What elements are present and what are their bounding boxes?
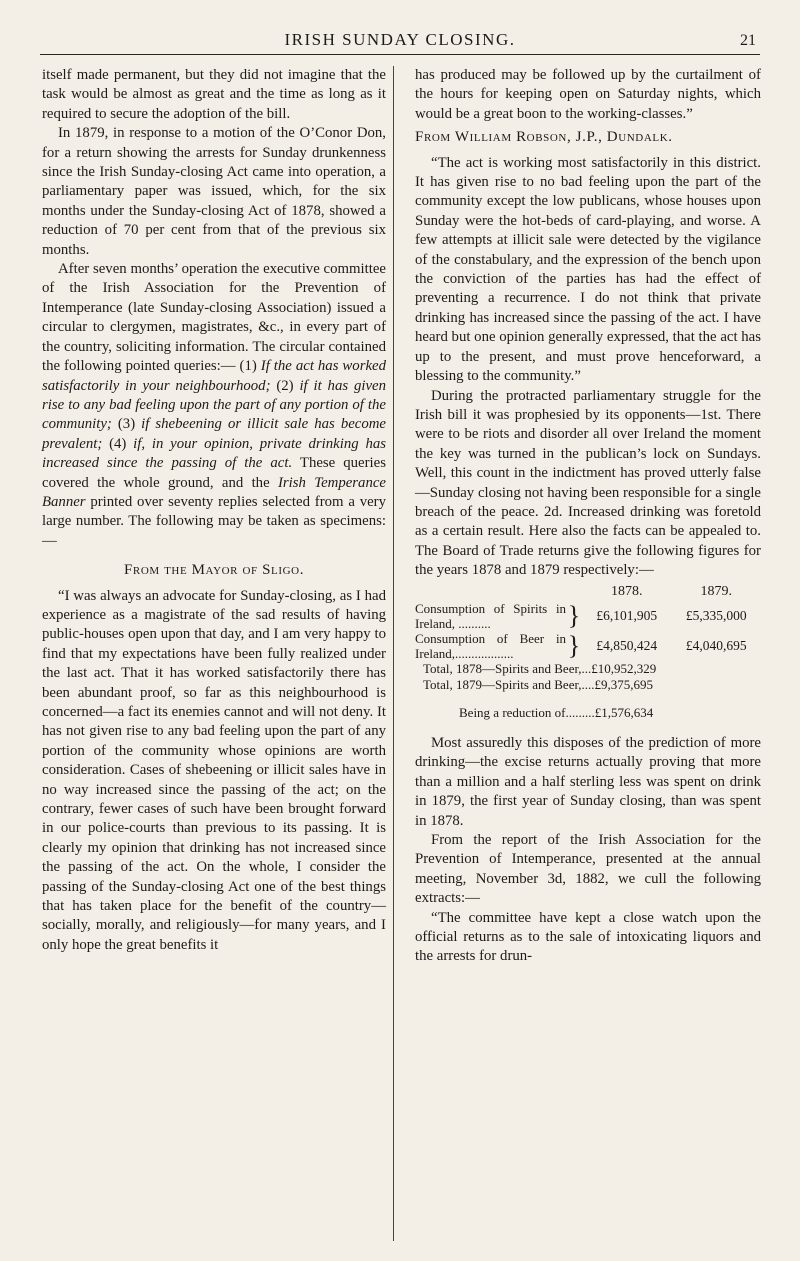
column-divider [393,66,394,1241]
right-column [415,66,761,967]
query-4: if, in your opinion, private drinking has increased since the passing of the act. [42,435,386,472]
text-run: These queries covered the whole ground, and the [42,455,386,491]
publication-title: Irish Temperance Banner [42,474,386,510]
table-row [415,631,761,661]
section-heading: From William Robson, J.P., Dundalk. [415,129,673,146]
total-line: Total, 1878—Spirits and Beer,...£10,952,329 [423,660,657,676]
query-2: if it has given rise to any bad feeling upon the part of any portion of the community; [42,377,386,433]
year-header: 1879. [700,583,732,599]
page-header [40,28,760,55]
brace-icon: } [567,600,581,630]
paragraph: has produced may be followed up by the curtailment of the hours for keeping open on Saturday nights, which would be a great boon to the working-classes.” [415,67,761,122]
table-row [415,601,761,631]
reduction-line: Being a reduction of.........£1,576,634 [459,704,654,720]
value-cell: £4,040,695 [685,638,747,654]
table-corner [566,583,582,601]
paragraph: In 1879, in response to a motion of the O’Conor Don, for a return showing the arrests for Sunday drunkenness since the Irish Sunday-closing Act came into operation, a parliamentary paper was issued, which, for the six months under the Sunday-closing Act of 1878, showed a reduction of 70 per cent from that of the previous six months. [42,125,386,258]
consumption-table [415,583,761,661]
quote-paragraph: “The committee have kept a close watch upon the official returns as to the sale of intoxicating liquors and the arrests for drun- [415,909,761,965]
left-column [42,66,386,955]
value-cell: £5,335,000 [685,608,747,624]
text-run: (2) [270,377,300,394]
text-run: (3) [111,416,142,433]
page-number: 21 [740,32,756,49]
circular-paragraph [42,260,386,551]
text-run: After seven months’ operation the executive committee of the Irish Association for the Prevention of Intemperance (late Sunday-closing Association) issued a circular to clergymen, magistrates, &c., in every part of the country, soliciting information. The circular contained the following pointed queries:— (1) [42,261,386,375]
text-run: printed over seventy replies selected from a very large number. The following may be taken as specimens:— [42,493,386,549]
brace-icon: } [567,630,581,660]
paragraph: Most assuredly this disposes of the prediction of more drinking—the excise returns actually proving that more than a million and a half sterling less was spent on drink in 1879, the first year of Sunday closing, than was spent in 1878. [415,734,761,829]
total-line: Total, 1879—Spirits and Beer,....£9,375,695 [423,676,654,692]
value-cell: £6,101,905 [596,608,658,624]
value-cell: £4,850,424 [596,638,658,654]
query-3: if shebeening or illicit sale has become prevalent; [42,416,387,452]
text-run: (4) [102,435,134,452]
paragraph: From the report of the Irish Association for the Prevention of Intemperance, presented at the annual meeting, November 3d, 1882, we cull the following extracts:— [415,832,761,907]
table-corner [415,583,566,601]
running-head: IRISH SUNDAY CLOSING. [284,30,516,49]
section-heading: From the Mayor of Sligo. [123,562,305,579]
row-label: Consumption of Spirits in Ireland, .......... [415,600,567,631]
table-header-row [415,583,761,601]
paragraph: itself made permanent, but they did not imagine that the task would be almost as great and the time as long as it required to secure the adoption of the bill. [42,67,386,122]
year-header: 1878. [610,583,643,599]
row-label: Consumption of Beer in Ireland,.................. [415,630,567,661]
quote-paragraph: “The act is working most satisfactorily in this district. It has given rise to no bad feeling upon the part of the community except the low publicans, whose houses upon Sunday were the hot-beds of card-playing, and worse. A few attempts at illicit sale were detected by the vigilance of the constabulary, and the expression of the bench upon the conviction of the parties has had the effect of preventing a recurrence. I do not think that private drinking has increased since the passing of the act. I have heard but one opinion generally expressed, that the act has up to the present, and must prove henceforward, a blessing to the community.” [415,154,761,385]
quote-paragraph: “I was always an advocate for Sunday-closing, as I had experience as a magistrate of the sad results of having public-houses open upon that day, and I am very happy to find that my expectations have been fully realized under the last act. That it has worked satisfactorily there has been abundant proof, so far as this neighbourhood is concerned—a fact its enemies cannot and will not deny. It has not given rise to any bad feeling upon the part of any portion of the community whose opinions are worth consideration. Cases of shebeening or illicit sales have in no way increased since the passing of the act; on the contrary, fewer cases of such have been brought forward in our police-courts than previous to its passing. It is clearly my opinion that drinking has not increased since the passing of the act. On the whole, I consider the passing of the Sunday-closing Act one of the best things that has taken place for the benefit of the country—socially, morally, and religiously—for many years, and I only hope the great benefits it [42,587,386,953]
paragraph: During the protracted parliamentary struggle for the Irish bill it was prophesied by its opponents—1st. There were to be riots and disorder all over Ireland the moment the key was turned in the publican’s lock on Sundays. Well, this count in the indictment has proved utterly false—Sunday closing not having been responsible for a single breach of the peace. 2d. Increased drinking was foretold as a certain result. Here also the facts can be appealed to. The Board of Trade returns give the following figures for the years 1878 and 1879 respectively:— [415,387,761,579]
query-1: If the act has worked satisfactorily in your neighbourhood; [42,358,386,394]
